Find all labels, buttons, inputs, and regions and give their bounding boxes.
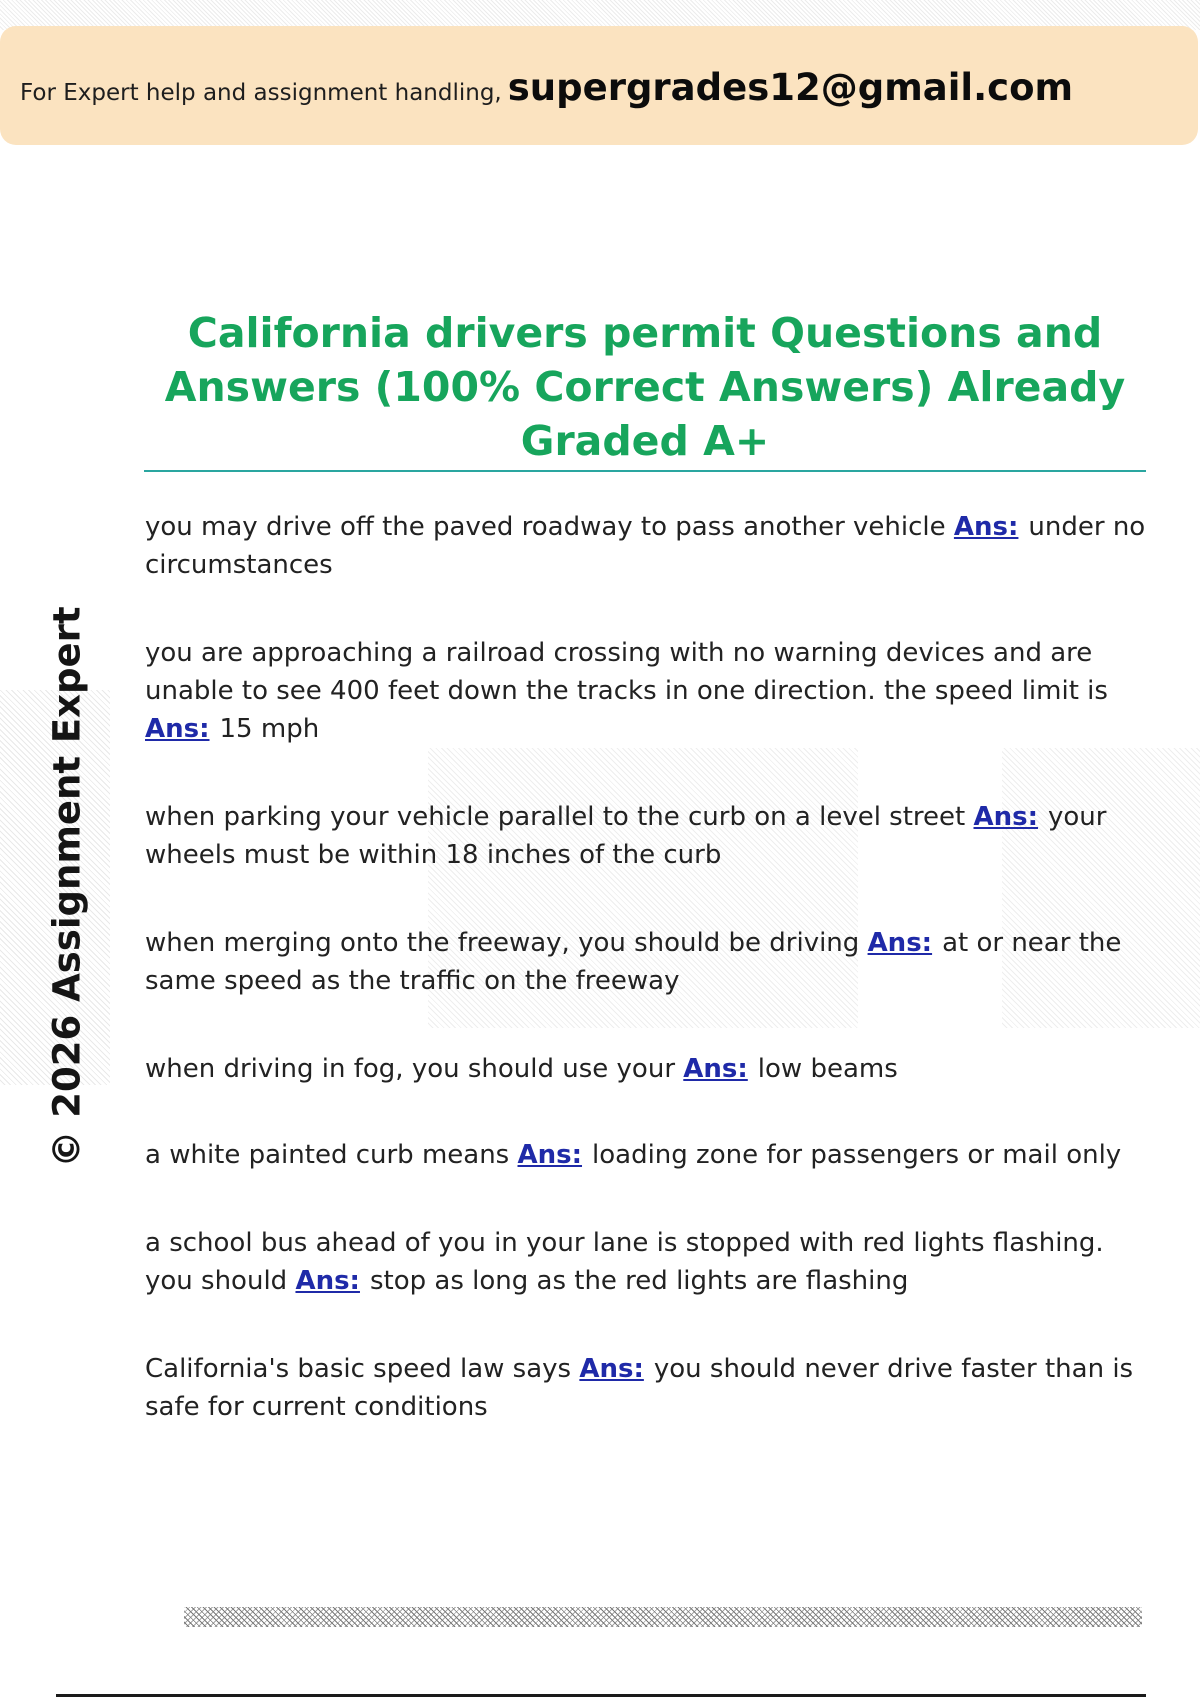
- answer-link[interactable]: Ans:: [517, 1140, 583, 1170]
- copyright-watermark: © 2026 Assignment Expert: [45, 606, 89, 1168]
- answer-link[interactable]: Ans:: [683, 1054, 748, 1084]
- answer-text: low beams: [757, 1054, 898, 1084]
- answer-text: stop as long as the red lights are flashing: [369, 1266, 909, 1296]
- answer-text: at or near the same speed as the traffic on the freeway: [145, 928, 1122, 996]
- qa-list: [145, 508, 1150, 1426]
- promo-banner: [0, 26, 1198, 145]
- qa-item: [145, 1224, 1150, 1300]
- answer-text: you should never drive faster than is safe for current conditions: [145, 1354, 1134, 1422]
- qa-item: [145, 1350, 1150, 1426]
- footer-rule: [56, 1694, 1146, 1697]
- qa-item: [145, 1136, 1150, 1174]
- answer-link[interactable]: Ans:: [867, 928, 933, 958]
- answer-text: your wheels must be within 18 inches of the curb: [145, 802, 1107, 870]
- answer-text: loading zone for passengers or mail only: [592, 1140, 1122, 1170]
- question-text: a white painted curb means: [145, 1140, 510, 1170]
- footer-hatch-divider: [184, 1607, 1142, 1627]
- question-text: a school bus ahead of you in your lane is stopped with red lights flashing. you should: [145, 1228, 1104, 1296]
- answer-link[interactable]: Ans:: [145, 714, 210, 744]
- answer-link[interactable]: Ans:: [973, 802, 1039, 832]
- answer-text: under no circumstances: [145, 512, 1146, 580]
- qa-item: [145, 634, 1150, 748]
- question-text: when merging onto the freeway, you should be driving: [145, 928, 860, 958]
- answer-text: 15 mph: [219, 714, 320, 744]
- banner-email: supergrades12@gmail.com: [507, 66, 1074, 109]
- question-text: you may drive off the paved roadway to pass another vehicle: [145, 512, 946, 542]
- answer-link[interactable]: Ans:: [579, 1354, 644, 1384]
- banner-prefix-text: For Expert help and assignment handling,: [20, 79, 502, 106]
- qa-item: [145, 924, 1150, 1000]
- question-text: when driving in fog, you should use your: [145, 1054, 676, 1084]
- qa-item: [145, 1050, 1150, 1088]
- question-text: when parking your vehicle parallel to the curb on a level street: [145, 802, 966, 832]
- document-title: California drivers permit Questions and Answers (100% Correct Answers) Already Graded A+: [164, 309, 1126, 465]
- qa-item: [145, 798, 1150, 874]
- question-text: California's basic speed law says: [145, 1354, 572, 1384]
- title-divider: [144, 470, 1146, 472]
- question-text: you are approaching a railroad crossing with no warning devices and are unable to see 400 feet down the tracks in one direction. the speed limit is: [145, 638, 1108, 706]
- answer-link[interactable]: Ans:: [953, 512, 1019, 542]
- qa-item: [145, 508, 1150, 584]
- answer-link[interactable]: Ans:: [295, 1266, 360, 1296]
